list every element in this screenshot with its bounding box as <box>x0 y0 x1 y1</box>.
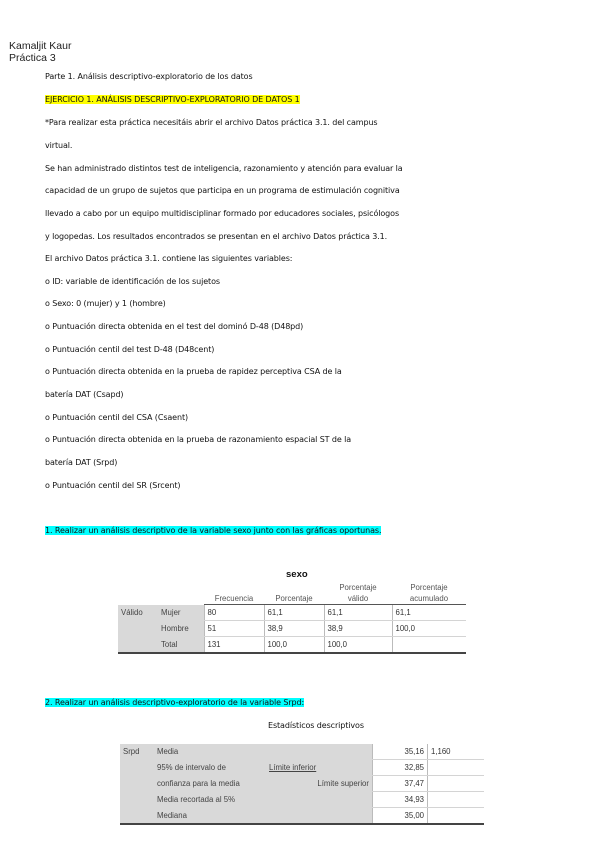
part-title: Parte 1. Análisis descriptivo-exploratorio de los datos <box>45 72 253 81</box>
row-sublabel <box>266 760 373 776</box>
freq-table-title: sexo <box>286 569 308 580</box>
body-line: o Puntuación directa obtenida en la prueba de rapidez perceptiva CSA de la <box>45 367 342 376</box>
question-2-text: 2. Realizar un análisis descriptivo-exploratorio de la variable Srpd: <box>45 698 305 707</box>
exercise-heading-text: EJERCICIO 1. ANÁLISIS DESCRIPTIVO-EXPLORATORIO DE DATOS 1 <box>45 95 300 104</box>
author-name: Kamaljit Kaur <box>9 40 72 52</box>
row-sublabel <box>266 792 373 808</box>
desc-table-caption: Estadísticos descriptivos <box>268 721 364 730</box>
header-valido-line1: Porcentaje <box>339 583 377 592</box>
body-line: virtual. <box>45 141 73 150</box>
variable-spacer <box>120 776 154 792</box>
cell-value: 35,16 <box>373 744 428 760</box>
variable-spacer <box>120 792 154 808</box>
header-acumulado-line2: acumulado <box>409 594 449 603</box>
body-line: o Puntuación directa obtenida en la prueba de razonamiento espacial ST de la <box>45 435 352 444</box>
cell-value: 37,47 <box>373 776 428 792</box>
row-label: Mediana <box>154 808 266 825</box>
body-line: o Puntuación centil del test D-48 (D48cent) <box>45 345 215 354</box>
question-2 <box>45 697 304 709</box>
body-line: y logopedas. Los resultados encontrados se presentan en el archivo Datos práctica 3.1. <box>45 232 388 241</box>
body-line: Se han administrado distintos test de inteligencia, razonamiento y atención para evaluar la <box>45 164 403 173</box>
body-line: El archivo Datos práctica 3.1. contiene las siguientes variables: <box>45 254 293 263</box>
cell-value: 61,1 <box>324 605 392 621</box>
header-valido-line2: válido <box>347 594 369 603</box>
table-row <box>120 744 484 760</box>
table-row <box>118 637 466 654</box>
body-line: o ID: variable de identificación de los sujetos <box>45 277 220 286</box>
row-label: confianza para la media <box>154 776 266 792</box>
variable-label: Srpd <box>120 744 154 760</box>
table-row <box>118 605 466 621</box>
header-porcentaje-valido <box>324 582 392 605</box>
body-line: o Puntuación centil del SR (Srcent) <box>45 481 181 490</box>
table-row <box>118 621 466 637</box>
cell-value: 51 <box>204 621 264 637</box>
cell-value <box>392 637 466 654</box>
header-spacer <box>118 582 158 605</box>
cell-value: 34,93 <box>373 792 428 808</box>
row-label: Total <box>158 637 204 654</box>
row-label: Mujer <box>158 605 204 621</box>
question-1 <box>45 525 381 537</box>
question-1-text: 1. Realizar un análisis descriptivo de la variable sexo junto con las gráficas oportunas. <box>45 526 382 535</box>
table-row <box>120 808 484 825</box>
body-line: batería DAT (Srpd) <box>45 458 118 467</box>
cell-value: 131 <box>204 637 264 654</box>
cell-se: 1,160 <box>428 744 485 760</box>
frequency-table <box>118 582 466 654</box>
row-sublabel-text: Límite inferior <box>269 763 317 772</box>
variable-spacer <box>120 760 154 776</box>
cell-value: 61,1 <box>392 605 466 621</box>
table-row <box>120 776 484 792</box>
cell-value: 38,9 <box>264 621 324 637</box>
row-sublabel <box>266 744 373 760</box>
body-line: o Sexo: 0 (mujer) y 1 (hombre) <box>45 299 166 308</box>
group-label: Válido <box>118 605 158 621</box>
header-porcentaje <box>264 582 324 605</box>
cell-se <box>428 760 485 776</box>
row-sublabel: Límite superior <box>266 776 373 792</box>
header-spacer <box>158 582 204 605</box>
header-frecuencia-line2: Frecuencia <box>214 594 254 603</box>
cell-value: 100,0 <box>324 637 392 654</box>
body-line: o Puntuación directa obtenida en el test del dominó D-48 (D48pd) <box>45 322 304 331</box>
row-label: Hombre <box>158 621 204 637</box>
cell-se <box>428 792 485 808</box>
table-header-row <box>118 582 466 605</box>
row-sublabel <box>266 808 373 825</box>
table-row <box>120 760 484 776</box>
row-label: Media <box>154 744 266 760</box>
group-spacer <box>118 637 158 654</box>
body-line: llevado a cabo por un equipo multidisciplinar formado por educadores sociales, psicólogos <box>45 209 400 218</box>
cell-se <box>428 808 485 825</box>
table-row <box>120 792 484 808</box>
descriptives-table <box>120 744 484 825</box>
body-line: *Para realizar esta práctica necesitáis abrir el archivo Datos práctica 3.1. del campus <box>45 118 378 127</box>
header-frecuencia <box>204 582 264 605</box>
header-porcentaje-line2: Porcentaje <box>275 594 313 603</box>
cell-value: 35,00 <box>373 808 428 825</box>
cell-value: 32,85 <box>373 760 428 776</box>
exercise-heading <box>45 94 300 106</box>
cell-value: 61,1 <box>264 605 324 621</box>
row-label: Media recortada al 5% <box>154 792 266 808</box>
group-spacer <box>118 621 158 637</box>
cell-value: 100,0 <box>392 621 466 637</box>
cell-value: 38,9 <box>324 621 392 637</box>
cell-se <box>428 776 485 792</box>
row-label: 95% de intervalo de <box>154 760 266 776</box>
body-line: batería DAT (Csapd) <box>45 390 124 399</box>
author-subtitle: Práctica 3 <box>9 52 56 64</box>
header-porcentaje-acumulado <box>392 582 466 605</box>
body-line: capacidad de un grupo de sujetos que participa en un programa de estimulación cognitiva <box>45 186 400 195</box>
cell-value: 100,0 <box>264 637 324 654</box>
body-line: o Puntuación centil del CSA (Csaent) <box>45 413 189 422</box>
cell-value: 80 <box>204 605 264 621</box>
variable-spacer <box>120 808 154 825</box>
header-acumulado-line1: Porcentaje <box>410 583 448 592</box>
